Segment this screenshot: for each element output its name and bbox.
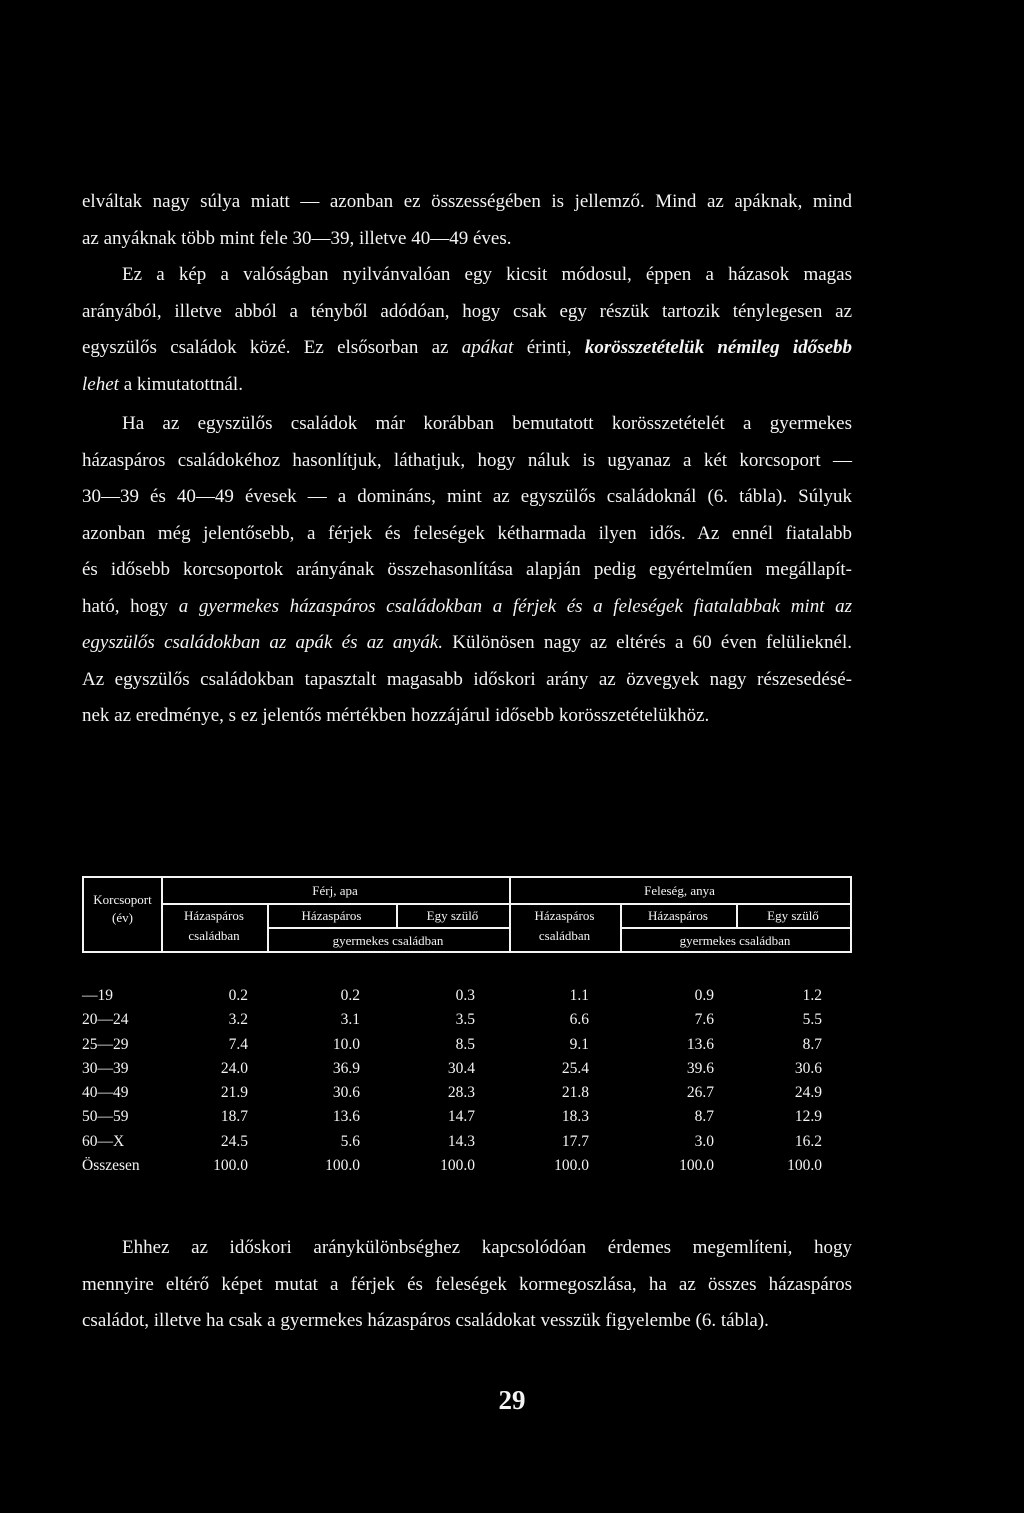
- value-cell: 28.3: [447, 1084, 475, 1102]
- value-cell: 36.9: [332, 1059, 360, 1077]
- value-cell: 5.5: [802, 1011, 822, 1029]
- text-line: Ez a kép a valóságban nyilvánvalóan egy kicsit módosul, éppen a házasok magas: [122, 264, 852, 285]
- value-cell: 7.6: [694, 1011, 714, 1029]
- header-csaladban: családban: [538, 928, 591, 943]
- text-line: Ehhez az időskori aránykülönbséghez kapcsolódóan érdemes megemlíteni, hogy: [122, 1237, 852, 1258]
- header-gyermekes-csaladban: gyermekes családban: [679, 933, 791, 948]
- value-cell: 0.2: [340, 987, 360, 1004]
- text-line: az anyáknak több mint fele 30—39, illetve 40—49 éves.: [82, 227, 512, 249]
- value-cell: 13.6: [686, 1035, 714, 1053]
- text-line: Ha az egyszülős családok már korábban bemutatott korösszetételét a gyermekes: [122, 413, 852, 434]
- value-cell: 100.0: [440, 1157, 475, 1175]
- header-hazasparos: Házaspáros: [648, 908, 708, 923]
- table-divider: [620, 927, 850, 929]
- value-cell: 0.9: [694, 987, 714, 1004]
- text-line: elváltak nagy súlya miatt — azonban ez összességében is jellemző. Mind az apáknak, mind: [82, 191, 852, 212]
- emphasis-text: a gyermekes házaspáros családokban a férjek és a feleségek fiatalabbak mint az: [178, 595, 852, 617]
- value-cell: 100.0: [213, 1157, 248, 1175]
- table-row: [82, 1081, 852, 1105]
- table-row: [82, 984, 852, 1008]
- table-divider: [267, 927, 509, 929]
- header-gyermekes-csaladban: gyermekes családban: [332, 933, 444, 948]
- header-hazasparos: Házaspáros: [301, 908, 362, 923]
- value-cell: 5.6: [340, 1132, 360, 1150]
- table-row: [82, 1105, 852, 1129]
- value-cell: 30.6: [332, 1084, 360, 1102]
- text-line: [82, 625, 852, 662]
- value-cell: 16.2: [794, 1132, 822, 1150]
- value-cell: 30.4: [447, 1059, 475, 1077]
- text-line: arányából, illetve abból a tényből adódóan, hogy csak egy részük tartozik ténylegesen az: [82, 300, 852, 322]
- value-cell: 30.6: [794, 1059, 822, 1077]
- age-group-cell: Összesen: [82, 1157, 140, 1175]
- emphasis-text: lehet: [82, 373, 119, 395]
- header-hazasparos: Házaspáros: [184, 908, 244, 923]
- emphasis-text: apákat: [461, 337, 514, 358]
- value-cell: 0.2: [228, 987, 248, 1004]
- value-cell: 25.4: [561, 1059, 589, 1077]
- text-line: [82, 330, 852, 367]
- value-cell: 1.1: [569, 987, 589, 1004]
- paragraph-2: [82, 257, 852, 403]
- table-row: [82, 1008, 852, 1032]
- header-egy-szulo: Egy szülő: [767, 908, 819, 923]
- table-row-total: [82, 1154, 852, 1178]
- age-group-cell: 40—49: [82, 1084, 129, 1102]
- header-csaladban: családban: [188, 928, 240, 943]
- header-hazasparos: Házaspáros: [534, 908, 595, 923]
- value-cell: 18.7: [220, 1108, 248, 1126]
- age-group-cell: 20—24: [82, 1011, 129, 1029]
- header-korcsoport: Korcsoport: [93, 892, 152, 907]
- text-run: érinti,: [513, 337, 585, 358]
- value-cell: 13.6: [332, 1108, 360, 1126]
- value-cell: 100.0: [325, 1157, 360, 1175]
- value-cell: 8.5: [455, 1035, 475, 1053]
- value-cell: 21.8: [561, 1084, 589, 1102]
- value-cell: 1.2: [802, 987, 822, 1004]
- age-group-cell: 50—59: [82, 1108, 129, 1126]
- table-divider: [161, 903, 509, 905]
- emphasis-text: egyszülős családokban az apák és az anyák.: [82, 632, 444, 653]
- text-line: [82, 367, 852, 404]
- paragraph-4: [82, 1230, 852, 1340]
- paragraph-1: [82, 184, 852, 257]
- header-egy-szulo: Egy szülő: [426, 908, 479, 923]
- text-line: családot, illetve ha csak a gyermekes házaspáros családokat vesszük figyelembe (6. tábla).: [82, 1310, 769, 1331]
- age-group-cell: 60—X: [82, 1132, 125, 1150]
- value-cell: 24.0: [220, 1059, 248, 1077]
- text-line: és idősebb korcsoportok arányának összehasonlítása alapján pedig egyértelműen megállapít-: [82, 559, 852, 580]
- table-header: [82, 876, 852, 953]
- text-run: ható, hogy: [82, 595, 179, 617]
- value-cell: 100.0: [679, 1157, 714, 1175]
- paragraph-3: [82, 406, 852, 735]
- value-cell: 18.3: [561, 1108, 589, 1126]
- value-cell: 7.4: [228, 1035, 248, 1053]
- value-cell: 3.0: [694, 1132, 714, 1150]
- value-cell: 6.6: [569, 1011, 589, 1029]
- text-line: Az egyszülős családokban tapasztalt magasabb időskori arány az özvegyek nagy részesedésé-: [82, 668, 852, 690]
- value-cell: 21.9: [220, 1084, 248, 1102]
- value-cell: 17.7: [561, 1132, 589, 1150]
- value-cell: 24.5: [220, 1132, 248, 1150]
- value-cell: 3.5: [455, 1011, 475, 1029]
- value-cell: 26.7: [686, 1084, 714, 1102]
- text-line: házaspáros családokéhoz hasonlítjuk, láthatjuk, hogy náluk is ugyanaz a két korcsoport —: [82, 449, 852, 471]
- value-cell: 8.7: [694, 1108, 714, 1126]
- value-cell: 3.2: [228, 1011, 248, 1029]
- text-line: mennyire eltérő képet mutat a férjek és feleségek kormegoszlása, ha az összes házaspáros: [82, 1273, 852, 1295]
- header-ferj-apa: Férj, apa: [312, 883, 358, 898]
- age-group-cell: 30—39: [82, 1059, 129, 1077]
- table-row: [82, 1057, 852, 1081]
- value-cell: 24.9: [794, 1084, 822, 1102]
- age-group-cell: —19: [82, 987, 113, 1004]
- value-cell: 14.3: [447, 1132, 475, 1150]
- value-cell: 100.0: [554, 1157, 589, 1175]
- page-number: 29: [498, 1385, 526, 1415]
- text-line: nek az eredménye, s ez jelentős mértékben hozzájárul idősebb korösszetételükhöz.: [82, 705, 710, 726]
- text-line: [82, 589, 852, 626]
- header-feleseg-anya: Feleség, anya: [644, 883, 715, 898]
- value-cell: 100.0: [787, 1157, 822, 1175]
- table-body: [82, 984, 852, 1178]
- table-divider: [509, 903, 850, 905]
- header-ev: (év): [112, 910, 133, 925]
- value-cell: 39.6: [686, 1059, 714, 1077]
- value-cell: 12.9: [794, 1108, 822, 1126]
- table-row: [82, 1130, 852, 1154]
- value-cell: 0.3: [455, 987, 475, 1004]
- emphasis-text: korösszetételük némileg idősebb: [584, 337, 852, 358]
- value-cell: 3.1: [340, 1011, 360, 1029]
- text-run: Különösen nagy az eltérés a 60 éven felülieknél.: [443, 632, 853, 653]
- value-cell: 9.1: [569, 1035, 589, 1053]
- text-run: a kimutatottnál.: [118, 373, 243, 395]
- text-line: azonban még jelentősebb, a férjek és feleségek kétharmada ilyen idős. Az ennél fiatalabb: [82, 522, 852, 544]
- text-run: egyszülős családok közé. Ez elsősorban az: [82, 337, 462, 358]
- age-group-cell: 25—29: [82, 1035, 129, 1053]
- value-cell: 14.7: [447, 1108, 475, 1126]
- value-cell: 8.7: [802, 1035, 822, 1053]
- value-cell: 10.0: [332, 1035, 360, 1053]
- table-row: [82, 1033, 852, 1057]
- text-line: 30—39 és 40—49 évesek — a domináns, mint az egyszülős családoknál (6. tábla). Súlyuk: [82, 486, 852, 507]
